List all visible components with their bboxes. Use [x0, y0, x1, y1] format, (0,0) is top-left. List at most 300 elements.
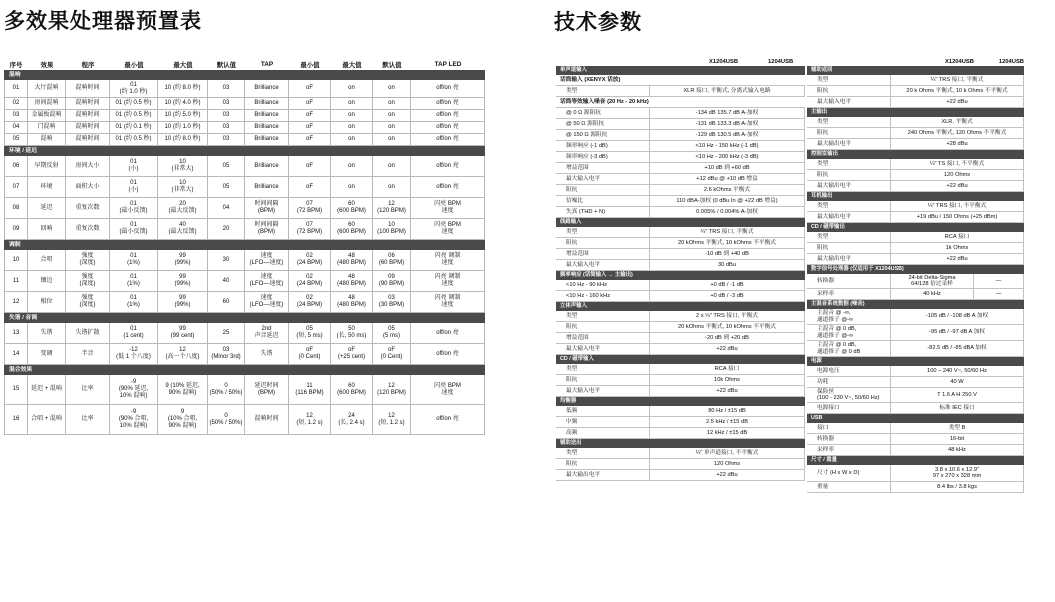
- fx-cell: on: [331, 134, 373, 146]
- spec-row: [807, 170, 1024, 181]
- fx-table-row: [4, 219, 485, 240]
- spec-label: 增益范围: [556, 163, 649, 174]
- fx-cell: 闪亮 BPM 速度: [411, 375, 485, 405]
- fx-cell: 0 (50% / 50%): [208, 375, 245, 405]
- spec-value: +0 dB / -1 dB: [649, 280, 805, 291]
- fx-cell: Brilliance: [245, 122, 289, 134]
- fx-cell: 混响时间: [66, 80, 110, 98]
- spec-section-label: USB: [807, 414, 1024, 423]
- fx-cell: 闪亮 调制 速度: [411, 250, 485, 271]
- spec-label: 信噪比: [556, 196, 649, 207]
- fx-cell: 02 (24 BPM): [289, 271, 331, 292]
- fx-cell: 05: [208, 156, 245, 177]
- spec-row: [807, 377, 1024, 388]
- spec-row: [556, 311, 805, 322]
- fx-preset-table: [4, 58, 485, 435]
- fx-table-row: [4, 250, 485, 271]
- fx-cell: 合唱: [28, 250, 66, 271]
- spec-row: [556, 428, 805, 439]
- fx-cell: oF: [289, 156, 331, 177]
- fx-section-label: 调制: [4, 240, 485, 250]
- spec-label: 阻抗: [556, 459, 649, 470]
- fx-cell: 混响: [28, 134, 66, 146]
- fx-section-label: 混合效果: [4, 365, 485, 375]
- fx-cell: oF (0 Cent): [373, 344, 411, 365]
- fx-cell: 25: [208, 323, 245, 344]
- spec-section-row: [556, 355, 805, 364]
- fx-cell: off/on 亮: [411, 323, 485, 344]
- fx-header-cell: 最大值: [342, 61, 362, 69]
- fx-header-cell: 效果: [40, 61, 54, 69]
- fx-section-label: 失谐 / 音调: [4, 313, 485, 323]
- fx-cell: off/on 亮: [411, 405, 485, 435]
- spec-row: [556, 174, 805, 185]
- fx-section-row: [4, 365, 485, 375]
- fx-cell: 09: [4, 219, 28, 240]
- spec-row: [807, 366, 1024, 377]
- fx-cell: 10 (约 1.0 秒): [158, 122, 208, 134]
- spec-section-label: 耳机输出: [807, 192, 1024, 201]
- fx-cell: 05: [208, 177, 245, 198]
- spec-label: 类型: [556, 311, 649, 322]
- fx-cell: on: [331, 122, 373, 134]
- fx-cell: oF: [289, 134, 331, 146]
- spec-label: 增益范围: [556, 333, 649, 344]
- spec-row: [807, 117, 1024, 128]
- fx-cell: -9 (90% 合唱, 10% 混响): [110, 405, 158, 435]
- fx-cell: 门混响: [28, 122, 66, 134]
- fx-cell: 早期反射: [28, 156, 66, 177]
- spec-value: -131 dB 133.3 dB A-加权: [649, 119, 805, 130]
- fx-cell: 强度 (深度): [66, 271, 110, 292]
- spec-label: @ 0 Ω 源阻抗: [556, 108, 649, 119]
- fx-cell: 03 (30 BPM): [373, 292, 411, 313]
- spec-value: <10 Hz - 150 kHz (-1 dB): [649, 141, 805, 152]
- fx-cell: 20 (最大反馈): [158, 198, 208, 219]
- spec-value: T 1.6 A H 250 V: [890, 388, 1024, 403]
- spec-section-row: [556, 397, 805, 406]
- spec-value: 40 W: [890, 377, 1024, 388]
- spec-label: 阻抗: [807, 170, 890, 181]
- fx-cell: 12 (短, 1.2 s): [289, 405, 331, 435]
- spec-row: [807, 388, 1024, 403]
- spec-value-1204usb: —: [974, 274, 1024, 289]
- fx-header-cell: 序号: [9, 61, 23, 69]
- spec-value: 2.6 kOhms 平衡式: [649, 185, 805, 196]
- spec-section-row: [556, 66, 805, 75]
- fx-cell: 回响: [28, 219, 66, 240]
- spec-subheading: 话筒等效输入噪音 (20 Hz - 20 kHz): [556, 97, 805, 108]
- spec-row: [807, 243, 1024, 254]
- fx-cell: 06: [4, 156, 28, 177]
- fx-table-row: [4, 177, 485, 198]
- fx-cell: 07: [4, 177, 28, 198]
- spec-section-row: [556, 271, 805, 280]
- fx-cell: Brilliance: [245, 98, 289, 110]
- spec-label: 类型: [807, 201, 890, 212]
- fx-cell: 10 (非常大): [158, 156, 208, 177]
- spec-label: 类型: [807, 75, 890, 86]
- fx-cell: off/on 亮: [411, 177, 485, 198]
- fx-cell: 速度 (LFO—速度): [245, 250, 289, 271]
- spec-label: 功耗: [807, 377, 890, 388]
- spec-label: 类型: [556, 364, 649, 375]
- spec-label: 最大输出电平: [807, 254, 890, 265]
- fx-cell: on: [373, 177, 411, 198]
- fx-header-cell: 最小值: [124, 61, 144, 69]
- fx-cell: Brilliance: [245, 134, 289, 146]
- spec-row: [556, 375, 805, 386]
- fx-cell: 01 (约 1.0 秒): [110, 80, 158, 98]
- fx-cell: on: [373, 80, 411, 98]
- fx-cell: 06 (60 BPM): [373, 250, 411, 271]
- spec-label: 接口: [807, 423, 890, 434]
- spec-value: -105 dB / -108 dB A 加权: [890, 309, 1024, 325]
- fx-cell: 05: [4, 134, 28, 146]
- fx-cell: oF: [289, 177, 331, 198]
- spec-row: [556, 333, 805, 344]
- spec-row: [807, 212, 1024, 223]
- spec-section-row: [807, 150, 1024, 159]
- fx-cell: on: [373, 156, 411, 177]
- spec-row: [556, 141, 805, 152]
- spec-section-label: 尺寸 / 重量: [807, 456, 1024, 465]
- fx-cell: on: [373, 134, 411, 146]
- fx-cell: 混响时间: [66, 134, 110, 146]
- fx-header-cell: 最小值: [300, 61, 320, 69]
- spec-value: 120 Ohms: [649, 459, 805, 470]
- fx-cell: Brilliance: [245, 110, 289, 122]
- fx-cell: 50 (长, 50 ms): [331, 323, 373, 344]
- spec-value: 2.5 kHz / ±15 dB: [649, 417, 805, 428]
- fx-cell: 混响时间: [66, 122, 110, 134]
- fx-cell: 03: [208, 80, 245, 98]
- spec-section-row: [556, 218, 805, 227]
- spec-value: +12 dBu @ +10 dB 增益: [649, 174, 805, 185]
- fx-cell: 07 (72 BPM): [289, 198, 331, 219]
- spec-section-label: 电源: [807, 357, 1024, 366]
- fx-cell: 01 (约 0.5 秒): [110, 98, 158, 110]
- spec-section-label: 辅助返回: [807, 66, 1024, 75]
- spec-value: -10 dB 到 +40 dB: [649, 249, 805, 260]
- spec-value: ¼" TRS 接口, 平衡式: [890, 75, 1024, 86]
- fx-cell: 闪亮 调制 速度: [411, 292, 485, 313]
- spec-value: 12 kHz / ±15 dB: [649, 428, 805, 439]
- spec-section-label: CD / 磁带输出: [807, 223, 1024, 232]
- spec-label: 主混音 @ 0 dB, 通道推子 @-∞: [807, 325, 890, 341]
- spec-label: 采样率: [807, 445, 890, 456]
- fx-cell: 11 (116 BPM): [289, 375, 331, 405]
- fx-cell: 失谐扩散: [66, 323, 110, 344]
- spec-value: +22 dBu: [890, 181, 1024, 192]
- spec-section-row: [807, 414, 1024, 423]
- spec-section-label: 控制室输出: [807, 150, 1024, 159]
- spec-section-row: [807, 108, 1024, 117]
- fx-cell: 24 (长, 2.4 s): [331, 405, 373, 435]
- spec-left-col-header: [649, 55, 805, 66]
- spec-table-left: [556, 55, 805, 481]
- fx-cell: 03: [4, 110, 28, 122]
- spec-row: [807, 232, 1024, 243]
- spec-section-row: [807, 265, 1024, 274]
- spec-label: 阻抗: [556, 375, 649, 386]
- fx-table-row: [4, 344, 485, 365]
- spec-value: RCA 接口: [649, 364, 805, 375]
- fx-cell: -9 (90% 延迟, 10% 混响): [110, 375, 158, 405]
- fx-table-row: [4, 375, 485, 405]
- fx-cell: 48 (480 BPM): [331, 271, 373, 292]
- spec-row: [556, 185, 805, 196]
- fx-cell: 11: [4, 271, 28, 292]
- spec-row: [807, 445, 1024, 456]
- fx-cell: 环境: [28, 177, 66, 198]
- fx-header-cell: 最大值: [173, 61, 193, 69]
- fx-section-row: [4, 146, 485, 156]
- fx-cell: 0 (50% / 50%): [208, 405, 245, 435]
- fx-cell: 07 (72 BPM): [289, 219, 331, 240]
- spec-label: 转换器: [807, 274, 890, 289]
- fx-cell: 60: [208, 292, 245, 313]
- fx-cell: 强度 (深度): [66, 292, 110, 313]
- spec-value: -95 dB / -97 dB A 加权: [890, 325, 1024, 341]
- fx-cell: 金属板混响: [28, 110, 66, 122]
- spec-value: 240 Ohms 平衡式, 120 Ohms 不平衡式: [890, 128, 1024, 139]
- spec-row: [556, 260, 805, 271]
- fx-cell: 05 (短, 5 ms): [289, 323, 331, 344]
- spec-value: 3.8 x 10.6 x 12.9" 97 x 270 x 328 mm: [890, 465, 1024, 482]
- fx-cell: oF: [289, 98, 331, 110]
- fx-cell: 合唱 + 混响: [28, 405, 66, 435]
- fx-cell: 闪亮 BPM 速度: [411, 198, 485, 219]
- fx-table-row: [4, 122, 485, 134]
- spec-value: 20 kOhms 平衡式, 10 kOhms 不平衡式: [649, 238, 805, 249]
- fx-cell: 03: [208, 98, 245, 110]
- spec-row: [807, 325, 1024, 341]
- fx-cell: off/on 亮: [411, 156, 485, 177]
- fx-cell: 01: [4, 80, 28, 98]
- spec-label: 保险丝 (100 - 230 V~, 50/60 Hz): [807, 388, 890, 403]
- fx-cell: 05 (5 ms): [373, 323, 411, 344]
- fx-section-label: 混响: [4, 70, 485, 80]
- spec-row: [556, 470, 805, 481]
- fx-section-label: 环境 / 延迟: [4, 146, 485, 156]
- spec-row: [556, 280, 805, 291]
- spec-value: ¼" 单声道接口, 不平衡式: [649, 448, 805, 459]
- fx-cell: 03: [208, 110, 245, 122]
- spec-section-label: 单声道输入: [556, 66, 805, 75]
- spec-section-label: 数字信号处理器 (仅适用于 X1204USB): [807, 265, 1024, 274]
- spec-value: XLR, 平衡式: [890, 117, 1024, 128]
- spec-row: [807, 75, 1024, 86]
- fx-cell: 12 (短, 1.2 s): [373, 405, 411, 435]
- fx-section-row: [4, 70, 485, 80]
- spec-value: ¼" TRS 接口, 平衡式: [649, 227, 805, 238]
- fx-table-row: [4, 405, 485, 435]
- fx-cell: 10 (约 8.0 秒): [158, 134, 208, 146]
- spec-row: [807, 289, 1024, 300]
- spec-row: [807, 159, 1024, 170]
- spec-label: 转换器: [807, 434, 890, 445]
- spec-label: 最大输入电平: [556, 260, 649, 271]
- spec-value: 100 – 240 V~, 50/60 Hz: [890, 366, 1024, 377]
- fx-cell: 12: [4, 292, 28, 313]
- fx-cell: 01 (1%): [110, 292, 158, 313]
- fx-cell: 房间混响: [28, 98, 66, 110]
- spec-row: [807, 434, 1024, 445]
- spec-section-label: 立体声输入: [556, 302, 805, 311]
- fx-cell: off/on 亮: [411, 344, 485, 365]
- spec-label: 电源接口: [807, 403, 890, 414]
- spec-table-right: [807, 55, 1024, 493]
- spec-section-row: [807, 66, 1024, 75]
- spec-label: 最大输入电平: [556, 386, 649, 397]
- fx-cell: 闪亮 调制 速度: [411, 271, 485, 292]
- fx-cell: 时间间隔 (BPM): [245, 219, 289, 240]
- spec-label: 最大输出电平: [807, 139, 890, 150]
- spec-row: [556, 364, 805, 375]
- spec-section-row: [556, 302, 805, 311]
- fx-cell: 02 (24 BPM): [289, 250, 331, 271]
- col-x1204usb-r: X1204USB: [944, 59, 974, 65]
- spec-value: 80 Hz / ±15 dB: [649, 406, 805, 417]
- fx-cell: 01 (小): [110, 156, 158, 177]
- spec-title: 技术参数: [554, 10, 642, 34]
- fx-cell: 速度 (LFO—速度): [245, 271, 289, 292]
- fx-cell: 04: [4, 122, 28, 134]
- spec-label: 频率响应 (-1 dB): [556, 141, 649, 152]
- fx-cell: 40 (最大反馈): [158, 219, 208, 240]
- fx-cell: 混响时间: [66, 98, 110, 110]
- spec-section-label: 辅助送出: [556, 439, 805, 448]
- fx-cell: 60 (600 BPM): [331, 375, 373, 405]
- spec-row: [807, 423, 1024, 434]
- fx-cell: 面积大小: [66, 177, 110, 198]
- fx-cell: 01 (最小反馈): [110, 219, 158, 240]
- spec-value: RCA 接口: [890, 232, 1024, 243]
- fx-cell: 01 (1 cent): [110, 323, 158, 344]
- fx-cell: off/on 亮: [411, 98, 485, 110]
- spec-value: 110 dBA-加权 (0 dBu In @ +22 dB 增益): [649, 196, 805, 207]
- spec-label: 重量: [807, 482, 890, 493]
- fx-table-row: [4, 98, 485, 110]
- fx-cell: 02: [4, 98, 28, 110]
- fx-cell: off/on 亮: [411, 110, 485, 122]
- fx-cell: Brilliance: [245, 80, 289, 98]
- fx-cell: 16: [4, 405, 28, 435]
- fx-cell: 01 (约 0.5 秒): [110, 134, 158, 146]
- fx-cell: 延迟时间 (BPM): [245, 375, 289, 405]
- fx-cell: 02 (24 BPM): [289, 292, 331, 313]
- spec-value: +10 dB 到 +60 dB: [649, 163, 805, 174]
- fx-cell: 20: [208, 219, 245, 240]
- fx-cell: 01 (最小反馈): [110, 198, 158, 219]
- spec-label: <10 Hz - 160 kHz: [556, 291, 649, 302]
- spec-value: 类型 B: [890, 423, 1024, 434]
- spec-row: [807, 341, 1024, 357]
- fx-cell: 9 (10% 合唱, 90% 混响): [158, 405, 208, 435]
- spec-row: [556, 406, 805, 417]
- fx-table-row: [4, 134, 485, 146]
- spec-value: -134 dB 135.7 dB A-加权: [649, 108, 805, 119]
- fx-cell: on: [331, 80, 373, 98]
- spec-row: [556, 448, 805, 459]
- fx-cell: 99 (99%): [158, 292, 208, 313]
- fx-cell: 大厅混响: [28, 80, 66, 98]
- fx-cell: 重复次数: [66, 219, 110, 240]
- spec-row: [556, 207, 805, 218]
- fx-cell: 10 (100 BPM): [373, 219, 411, 240]
- fx-cell: 10 (非常大): [158, 177, 208, 198]
- col-1204usb: 1204USB: [768, 59, 794, 65]
- spec-value-1204usb: —: [974, 289, 1024, 300]
- fx-cell: 比率: [66, 375, 110, 405]
- fx-cell: 混响时间: [245, 405, 289, 435]
- spec-row: [556, 417, 805, 428]
- fx-cell: 99 (99 cent): [158, 323, 208, 344]
- spec-value: -20 dB 到 +20 dB: [649, 333, 805, 344]
- fx-cell: Brilliance: [245, 156, 289, 177]
- spec-row: [807, 403, 1024, 414]
- fx-cell: 延迟: [28, 198, 66, 219]
- fx-cell: on: [331, 156, 373, 177]
- spec-label: 阻抗: [807, 86, 890, 97]
- spec-value: 30 dBu: [649, 260, 805, 271]
- fx-cell: on: [331, 177, 373, 198]
- fx-cell: on: [331, 110, 373, 122]
- fx-cell: 12 (120 BPM): [373, 375, 411, 405]
- spec-row: [807, 465, 1024, 482]
- spec-row: [556, 291, 805, 302]
- spec-value: +22 dBu: [649, 470, 805, 481]
- spec-label: 最大输出电平: [807, 181, 890, 192]
- fx-cell: 镶边: [28, 271, 66, 292]
- fx-table-row: [4, 156, 485, 177]
- fx-cell: 10 (约 8.0 秒): [158, 80, 208, 98]
- spec-value: -82.5 dB / -85 dBA 加权: [890, 341, 1024, 357]
- fx-cell: 60 (600 BPM): [331, 198, 373, 219]
- fx-cell: 01 (约 0.1 秒): [110, 122, 158, 134]
- spec-value: 标准 IEC 接口: [890, 403, 1024, 414]
- spec-label: 中频: [556, 417, 649, 428]
- spec-row: [556, 97, 805, 108]
- fx-cell: 01 (小): [110, 177, 158, 198]
- fx-cell: 半音: [66, 344, 110, 365]
- fx-cell: on: [373, 98, 411, 110]
- spec-label: 最大输入电平: [556, 174, 649, 185]
- spec-row: [556, 86, 805, 97]
- spec-value: ¼" TS 接口, 不平衡式: [890, 159, 1024, 170]
- fx-cell: 混响时间: [66, 110, 110, 122]
- spec-label: 阻抗: [556, 185, 649, 196]
- spec-value: 48 kHz: [890, 445, 1024, 456]
- spec-section-label: 频率响应 (话筒输入 → 主输出): [556, 271, 805, 280]
- fx-cell: 12 (高一个八度): [158, 344, 208, 365]
- spec-row: [807, 181, 1024, 192]
- fx-cell: on: [331, 98, 373, 110]
- fx-cell: 相位: [28, 292, 66, 313]
- fx-cell: 失谐: [28, 323, 66, 344]
- fx-table-row: [4, 110, 485, 122]
- spec-label: 失真 (THD + N): [556, 207, 649, 218]
- spec-value: 2 x ¼" TRS 接口, 平衡式: [649, 311, 805, 322]
- spec-value-x1204usb: 40 kHz: [890, 289, 974, 300]
- fx-cell: 03: [208, 134, 245, 146]
- fx-cell: 比率: [66, 405, 110, 435]
- spec-value: 20 k Ohms 平衡式, 10 k Ohms 不平衡式: [890, 86, 1024, 97]
- spec-section-label: CD / 磁带输入: [556, 355, 805, 364]
- spec-label: 采样率: [807, 289, 890, 300]
- spec-row: [807, 97, 1024, 108]
